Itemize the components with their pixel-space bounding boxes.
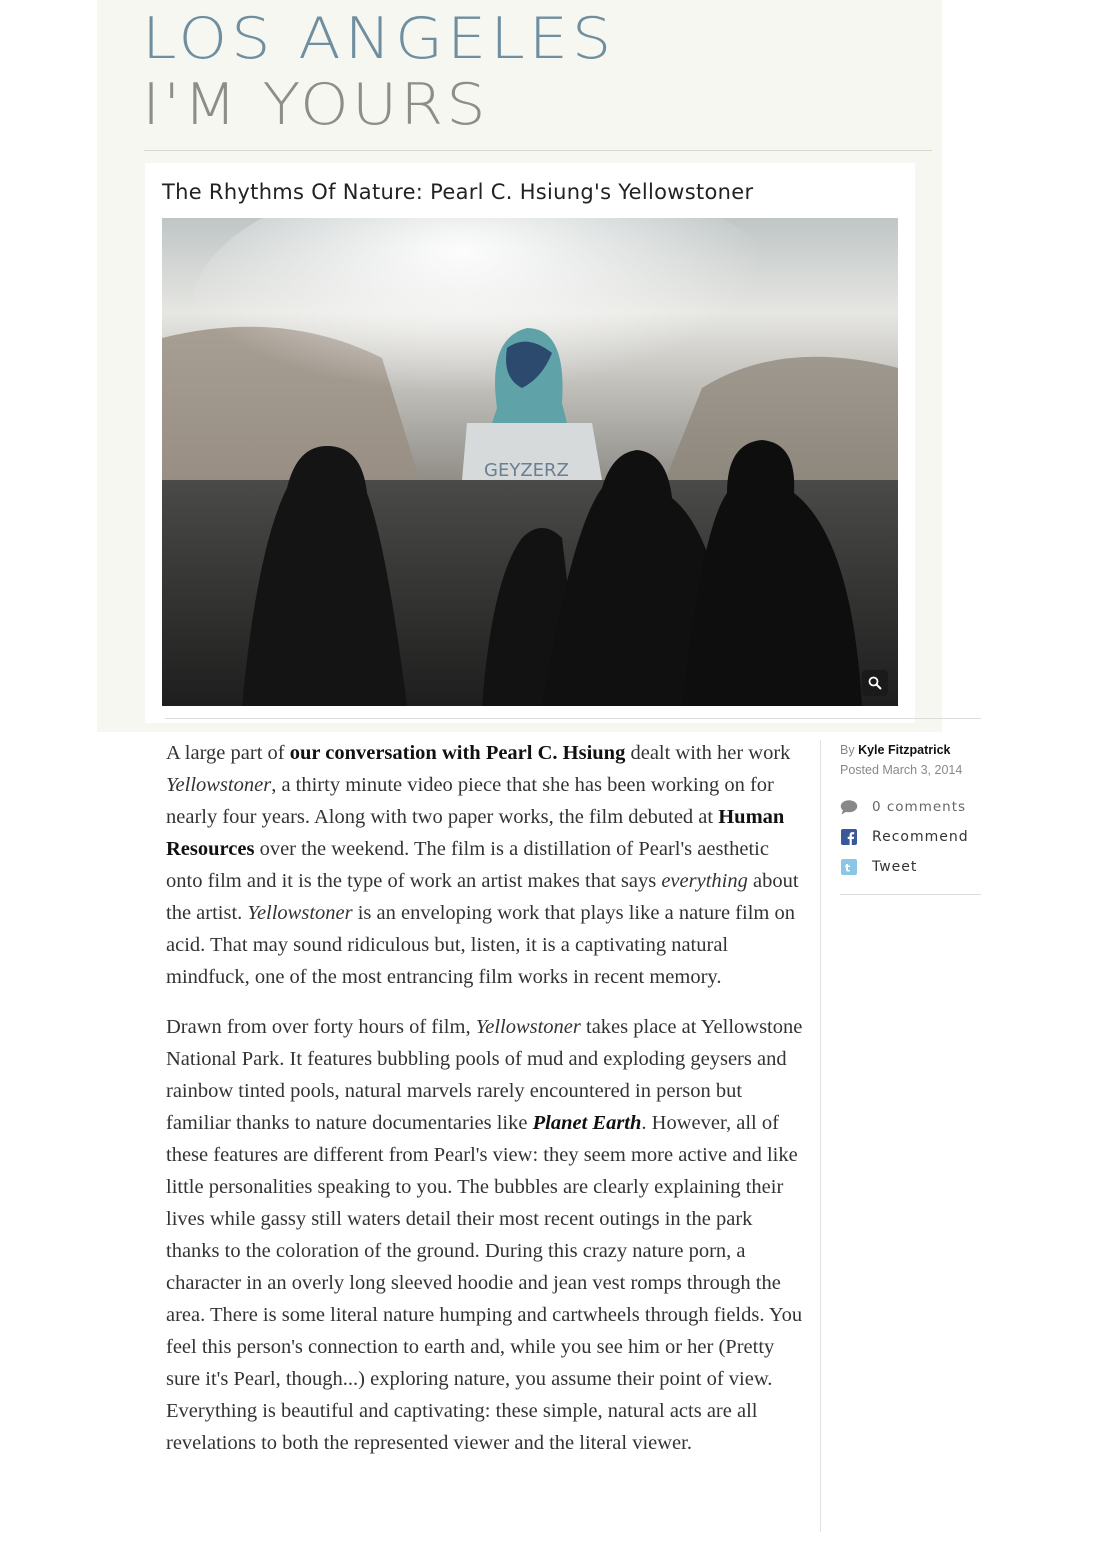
link-pearl-conversation[interactable]: our conversation with Pearl C. Hsiung [289,742,626,764]
facebook-icon [840,828,858,846]
zoom-button[interactable] [862,670,888,696]
author-link[interactable]: Kyle Fitzpatrick [858,743,951,757]
logo-line-1: LOS ANGELES [142,4,616,72]
logo-line-2: I'M YOURS [142,70,489,138]
post-date: Posted March 3, 2014 [840,763,963,777]
sidebar-divider [820,740,821,1532]
article-paragraph-1: A large part of our conversation with Pearl C. Hsiung dealt with her work Yellowstoner, a thirty minute video piece that she has been working on for nearly four years. Along with two paper works, the film debuted at Human Resources over the weekend. The film is a distillation of Pearl's aesthetic onto film and it is the type of work an artist makes that says everything about the artist. Yellowstoner is an enveloping work that plays like a nature film on acid. That may sound ridiculous but, listen, it is a captivating natural mindfuck, one of the most entrancing film works in recent memory. [166,742,799,988]
svg-text:t: t [845,861,852,875]
tweet-button[interactable]: t Tweet [840,852,969,882]
hero-illustration [162,218,898,706]
speech-bubble-icon [840,798,858,816]
twitter-icon [840,858,858,876]
link-human-resources[interactable]: Human Resources [166,806,785,860]
site-logo[interactable] [142,4,616,138]
share-tools [840,792,969,882]
byline: By Kyle Fitzpatrick [840,743,951,757]
article-title[interactable]: The Rhythms Of Nature: Pearl C. Hsiung's Yellowstoner [162,180,754,204]
article-hero-image[interactable] [162,218,898,706]
magnifier-icon [868,676,882,690]
header-divider [144,150,932,151]
planet-earth-title: Planet Earth [532,1112,642,1134]
article-paragraph-2: Drawn from over forty hours of film, Yellowstoner takes place at Yellowstone National Park. It features bubbling pools of mud and exploding geysers and rainbow tinted pools, natural marvels rarely encountered in person but familiar thanks to nature documentaries like Planet Earth. However, all of these features are different from Pearl's view: they seem more active and like little personalities speaking to you. The bubbles are clearly explaining their lives while gassy still waters detail their most recent outings in the park thanks to the coloration of the ground. During this crazy nature porn, a character in an overly long sleeved hoodie and jean vest romps through the area. There is some literal nature humping and cartwheels through fields. You feel this person's connection to earth and, while you see him or her (Pretty sure it's Pearl, though...) exploring nature, you assume their point of view. Everything is beautiful and captivating: these simple, natural acts are all revelations to both the represented viewer and the literal viewer. [166,1016,803,1454]
share-divider [840,894,981,895]
post-meta [840,740,962,780]
comments-link[interactable]: 0 comments [840,792,969,822]
facebook-recommend-button[interactable]: Recommend [840,822,969,852]
hoodie-text: GEYZERZ [484,460,569,481]
article-body [166,737,806,1477]
content-divider [165,718,981,719]
